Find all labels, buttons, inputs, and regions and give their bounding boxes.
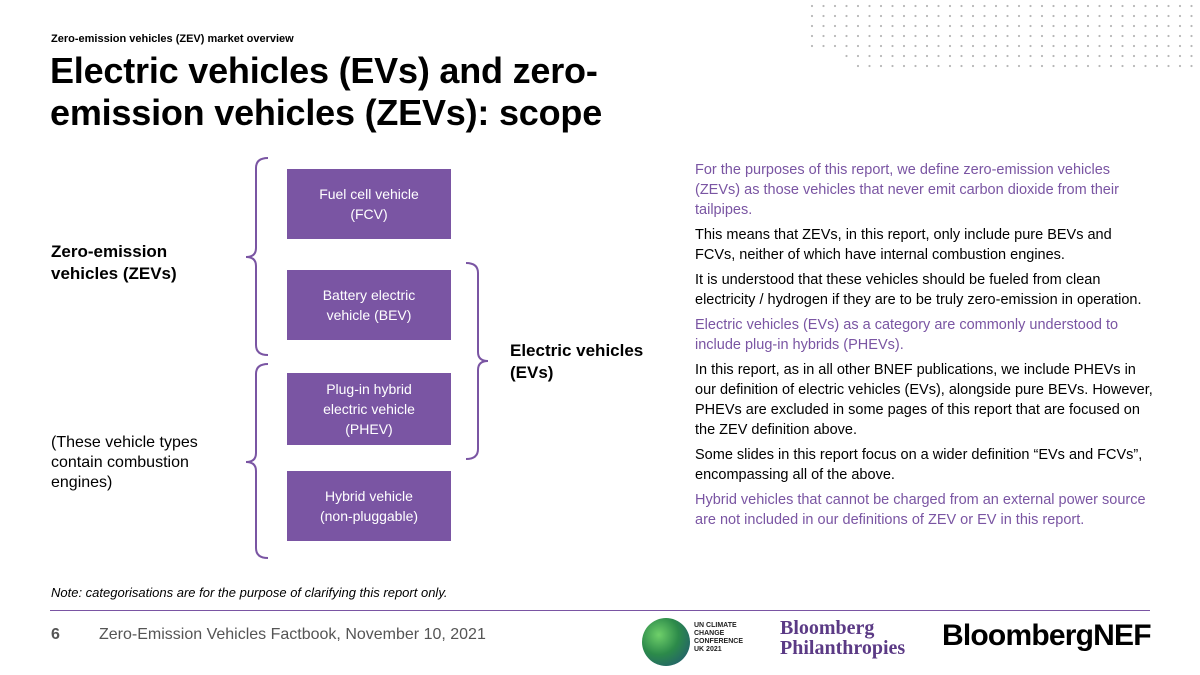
zev-label: Zero-emission vehicles (ZEVs) (51, 242, 177, 283)
section-kicker: Zero-emission vehicles (ZEV) market overview (51, 33, 294, 45)
bloomberg-philanthropies-logo: Bloomberg Philanthropies (780, 617, 906, 659)
page-title: Electric vehicles (EVs) and zero-emission vehicles (ZEVs): scope (50, 50, 603, 133)
definitions-text (695, 160, 1155, 535)
ev-label: Electric vehicles (EVs) (510, 341, 644, 382)
box-plug-in-hybrid: Plug-in hybrid electric vehicle (PHEV) (287, 373, 451, 445)
dot-pattern-decoration (800, 0, 1200, 80)
zev-bracket (246, 158, 268, 355)
box-battery-electric-vehicle: Battery electric vehicle (BEV) (287, 270, 451, 340)
footer-text: Zero-Emission Vehicles Factbook, November 10, 2021 (99, 626, 486, 643)
page-number: 6 (51, 626, 60, 643)
box-fuel-cell-vehicle: Fuel cell vehicle (FCV) (287, 169, 451, 239)
bnef-logo: BloombergNEF (942, 619, 1151, 652)
footer-divider (50, 610, 1150, 611)
ev-bracket (466, 263, 488, 459)
globe-icon (642, 618, 690, 666)
paragraph: In this report, as in all other BNEF publications, we include PHEVs in our definition of electric vehicles (EVs), alongside pure BEVs. However, PHEVs are excluded in some pages of this report that are focused on the ZEV definition above. (695, 362, 1153, 438)
combustion-label: (These vehicle types contain combustion engines) (51, 434, 198, 491)
cop26-logo: UN CLIMATE CHANGE CONFERENCE UK 2021 (642, 618, 742, 668)
paragraph: Hybrid vehicles that cannot be charged from an external power source are not included in our definitions of ZEV or EV in this report. (695, 492, 1146, 528)
footnote: Note: categorisations are for the purpose of clarifying this report only. (51, 585, 448, 600)
paragraph: This means that ZEVs, in this report, only include pure BEVs and FCVs, neither of which have internal combustion engines. (695, 227, 1112, 263)
paragraph: For the purposes of this report, we define zero-emission vehicles (ZEVs) as those vehicles that never emit carbon dioxide from their tailpipes. (695, 162, 1119, 218)
paragraph: Some slides in this report focus on a wider definition “EVs and FCVs”, encompassing all of the above. (695, 447, 1143, 483)
combustion-bracket (246, 364, 268, 558)
paragraph: Electric vehicles (EVs) as a category are commonly understood to include plug-in hybrids (PHEVs). (695, 317, 1119, 353)
paragraph: It is understood that these vehicles should be fueled from clean electricity / hydrogen if they are to be truly zero-emission in operation. (695, 272, 1142, 308)
box-hybrid-vehicle: Hybrid vehicle (non-pluggable) (287, 471, 451, 541)
